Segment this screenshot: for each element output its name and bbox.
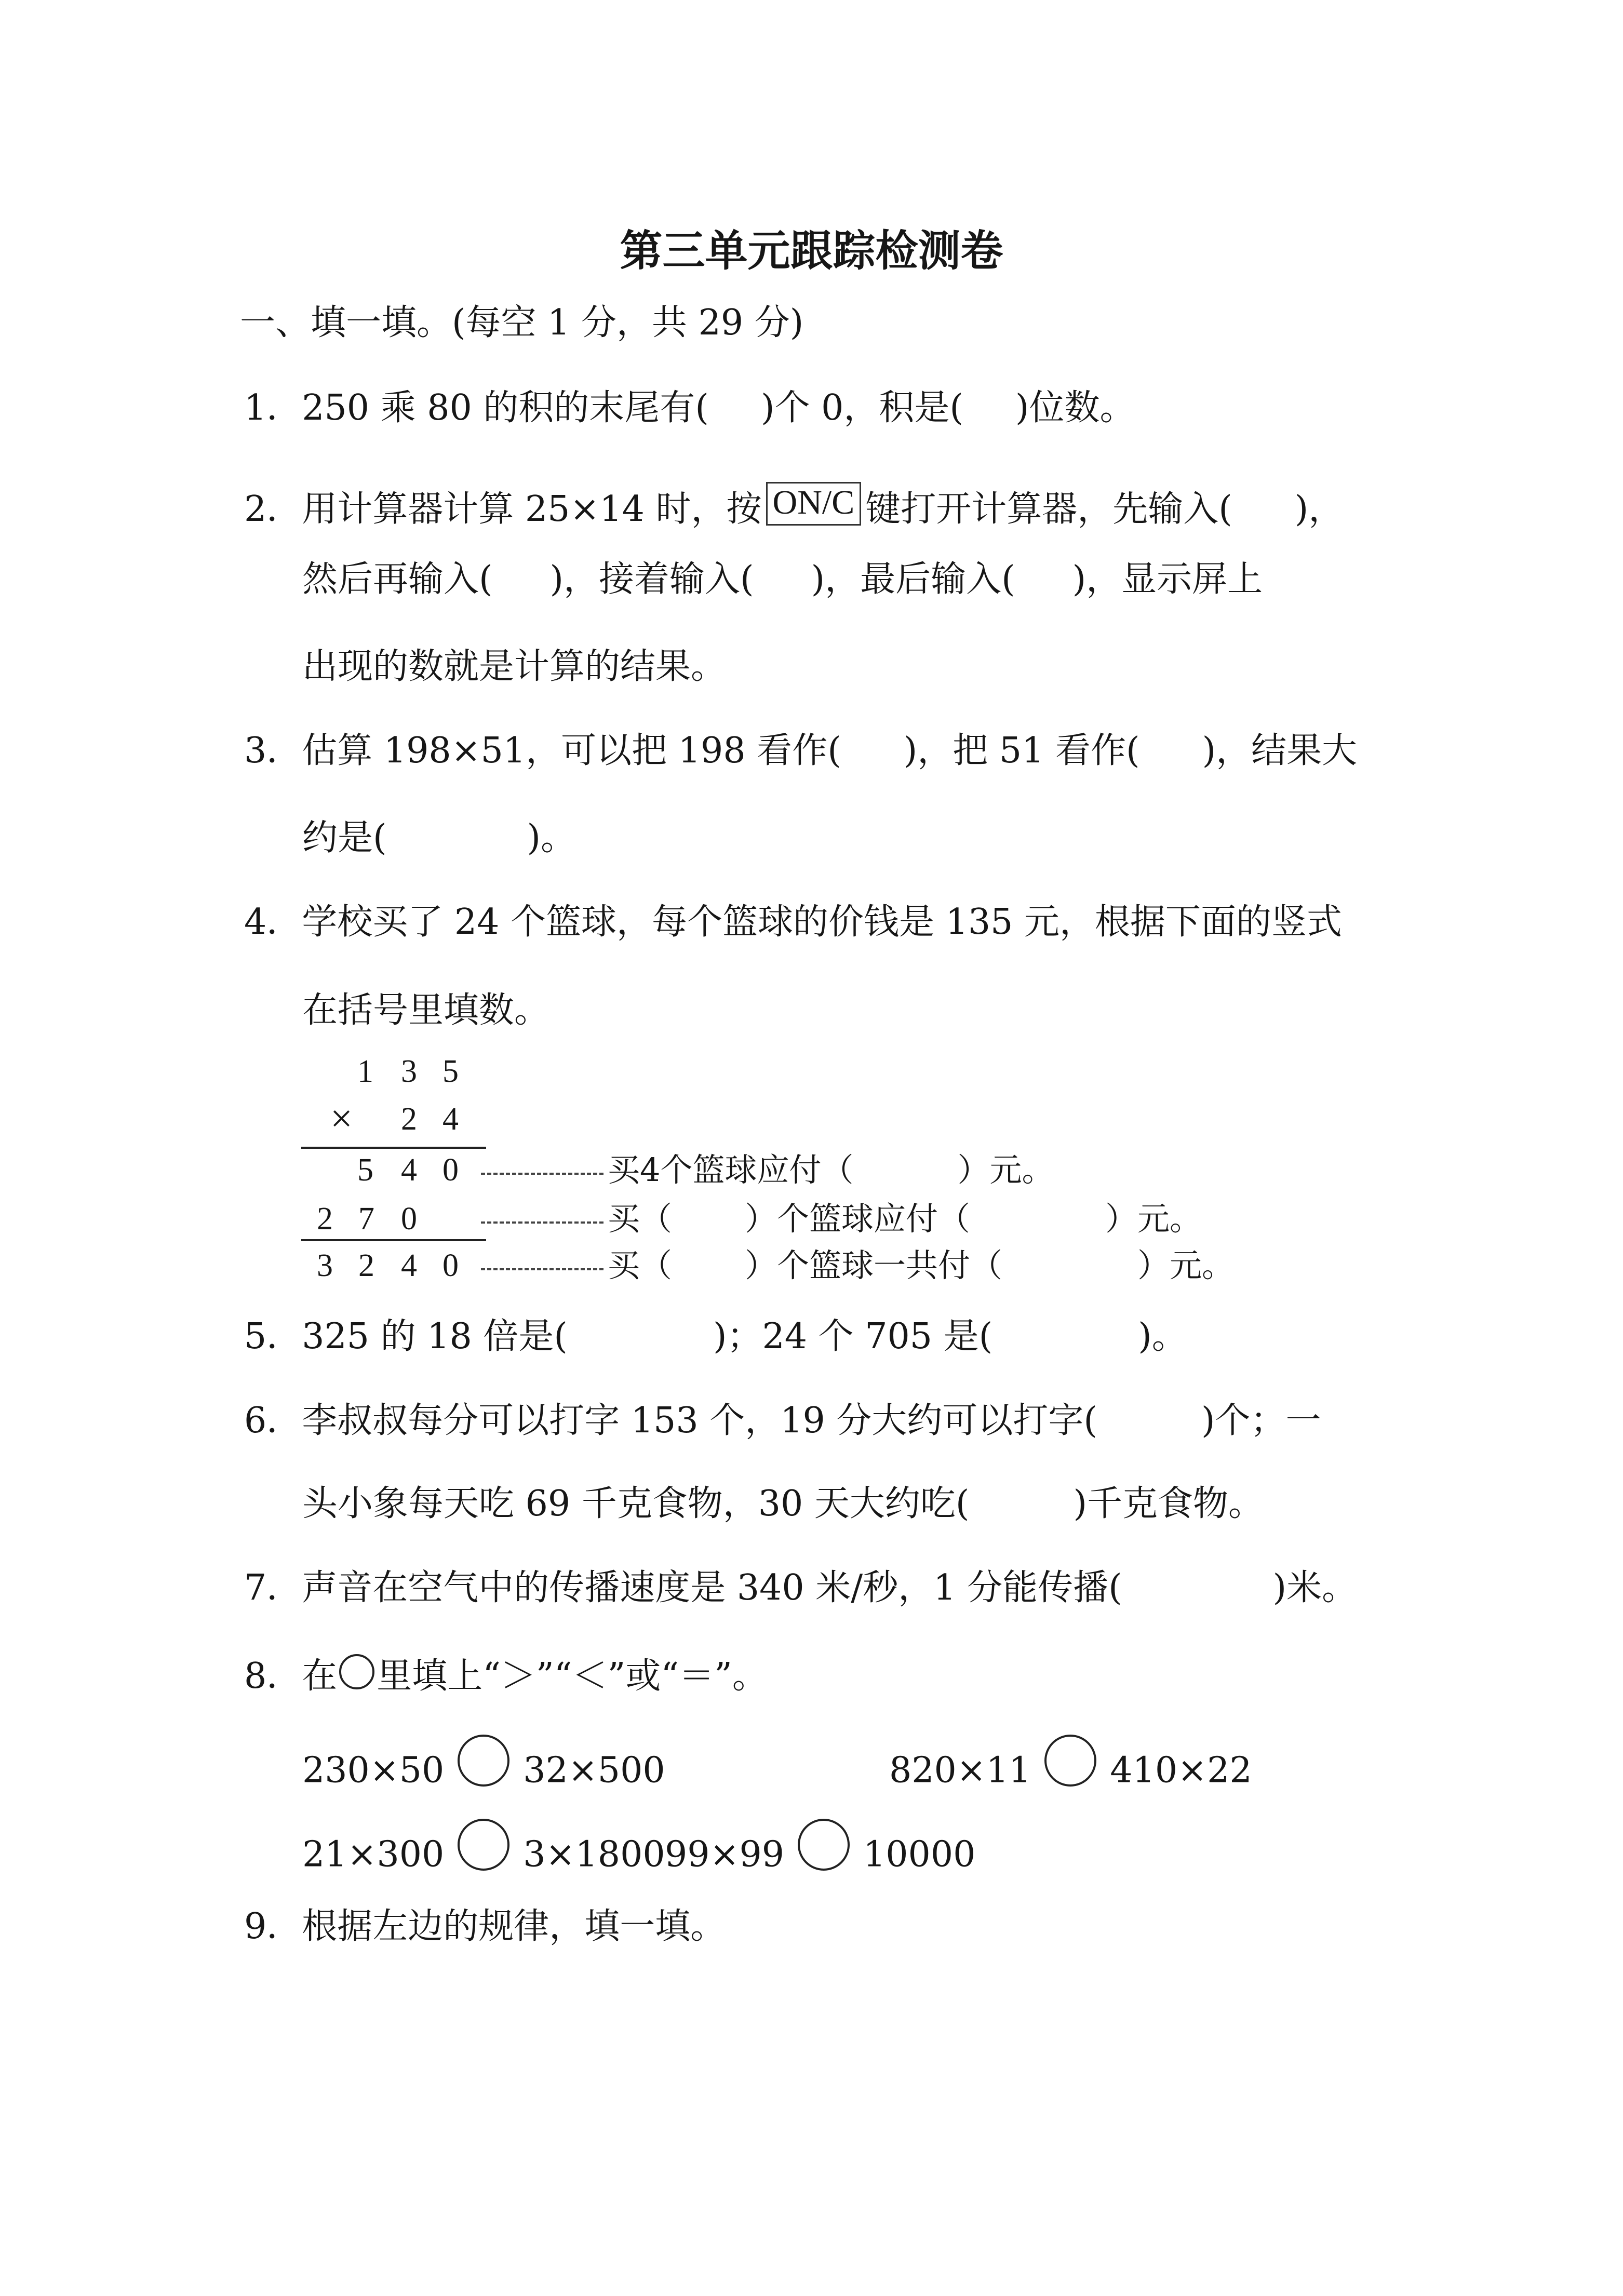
question-number: 2．: [244, 489, 302, 530]
digit: 1: [357, 1054, 373, 1089]
vertical-rule-2: [301, 1239, 486, 1241]
digit: 4: [442, 1102, 459, 1137]
compare-circle[interactable]: [458, 1819, 509, 1871]
on-c-key: ON/C: [766, 482, 862, 526]
question-text: 约是(: [302, 817, 387, 858]
digit: 3: [401, 1054, 417, 1089]
question-text: )，把 51 看作(: [903, 730, 1140, 771]
question-text: 里填上“＞”“＜”或“＝”。: [377, 1656, 768, 1697]
question-text: 根据左边的规律，填一填。: [302, 1906, 726, 1947]
question-text: 学校买了 24 个篮球，每个篮球的价钱是 135 元，根据下面的竖式: [302, 902, 1343, 943]
digit: 4: [401, 1248, 417, 1283]
question-text: )。: [527, 817, 576, 858]
question-text: 声音在空气中的传播速度是 340 米/秒，1 分能传播(: [302, 1567, 1122, 1608]
vertical-note-2: [608, 1200, 1202, 1238]
question-7: [244, 1567, 1358, 1608]
question-3-line-2: [302, 817, 576, 858]
question-text: 然后再输入(: [302, 559, 493, 600]
vertical-note-1: [608, 1151, 1054, 1189]
question-text: )。: [1138, 1316, 1187, 1357]
question-text: 估算 198×51，可以把 198 看作(: [302, 730, 841, 771]
question-2: [244, 484, 1344, 533]
question-4-line-2: 在括号里填数。: [302, 990, 550, 1031]
question-number: 3．: [244, 730, 302, 771]
expression: 21×300: [302, 1834, 445, 1875]
question-text: 325 的 18 倍是(: [302, 1316, 568, 1357]
question-text: )个 0，积是(: [760, 387, 963, 428]
digit: 4: [401, 1152, 417, 1188]
expression: 99×99: [665, 1834, 785, 1875]
note-text: ）元。: [957, 1151, 1054, 1189]
question-text: 用计算器计算 25×14 时，按: [302, 489, 762, 530]
compare-circle[interactable]: [798, 1819, 850, 1871]
circle-icon: [339, 1654, 374, 1689]
expression: 820×11: [889, 1750, 1031, 1791]
question-number: 5．: [244, 1316, 302, 1357]
vertical-note-3: [608, 1246, 1235, 1284]
leader-line: [481, 1268, 603, 1270]
question-text: )，: [1294, 489, 1344, 530]
question-text: )米。: [1272, 1567, 1358, 1608]
question-1: [244, 387, 1135, 428]
question-number: 8．: [244, 1656, 302, 1697]
question-text: )位数。: [1015, 387, 1135, 428]
leader-line: [481, 1221, 603, 1224]
expression: 32×500: [523, 1750, 665, 1791]
question-text: )个；一: [1201, 1400, 1321, 1441]
note-text: ）个篮球应付（: [745, 1200, 971, 1238]
digit: 7: [358, 1201, 374, 1237]
vertical-rule-1: [301, 1147, 486, 1149]
digit: 0: [442, 1152, 459, 1188]
note-text: ）元。: [1137, 1246, 1235, 1284]
compare-item-3: [302, 1831, 665, 1883]
question-number: 7．: [244, 1567, 302, 1608]
question-text: )，显示屏上: [1072, 559, 1263, 600]
question-number: 4．: [244, 902, 302, 943]
expression: 410×22: [1110, 1750, 1252, 1791]
note-text: ）元。: [1105, 1200, 1202, 1238]
expression: 3×1800: [523, 1834, 665, 1875]
note-text: ）个篮球一共付（: [745, 1246, 1003, 1284]
digit: 3: [317, 1248, 333, 1283]
leader-line: [481, 1173, 603, 1175]
digit: 5: [357, 1152, 373, 1188]
question-text: 李叔叔每分可以打字 153 个，19 分大约可以打字(: [302, 1400, 1097, 1441]
question-3: [244, 730, 1358, 771]
digit: 0: [401, 1201, 417, 1237]
question-text: )；24 个 705 是(: [713, 1316, 993, 1357]
question-text: )，结果大: [1202, 730, 1358, 771]
digit: 2: [401, 1102, 417, 1137]
compare-item-2: [889, 1747, 1252, 1799]
question-text: )，接着输入(: [549, 559, 754, 600]
compare-circle[interactable]: [458, 1735, 509, 1787]
question-5: [244, 1316, 1187, 1357]
compare-item-4: [665, 1831, 975, 1883]
question-text: 250 乘 80 的积的末尾有(: [302, 387, 709, 428]
question-number: 1．: [244, 387, 302, 428]
expression: 230×50: [302, 1750, 445, 1791]
expression: 10000: [863, 1834, 976, 1875]
note-text: 买4个篮球应付（: [608, 1151, 854, 1189]
question-text: )千克食物。: [1073, 1483, 1264, 1524]
question-text: 在: [302, 1656, 338, 1697]
question-4: [244, 902, 1343, 943]
question-text: 头小象每天吃 69 千克食物，30 天大约吃(: [302, 1483, 970, 1524]
note-text: 买（: [608, 1246, 673, 1284]
question-2-line-3: 出现的数就是计算的结果。: [302, 646, 727, 687]
question-6-line-2: [302, 1483, 1264, 1524]
question-number: 6．: [244, 1400, 302, 1441]
compare-item-1: [302, 1747, 665, 1799]
question-text: 键打开计算器，先输入(: [865, 489, 1232, 530]
section-heading: 一、填一填。(每空 1 分，共 29 分): [240, 302, 804, 343]
page-title: 第三单元跟踪检测卷: [620, 226, 1003, 276]
digit: 0: [442, 1248, 459, 1283]
question-8: [244, 1656, 768, 1697]
note-text: 买（: [608, 1200, 673, 1238]
digit: 2: [317, 1201, 333, 1237]
question-2-line-2: [302, 559, 1263, 600]
question-6: [244, 1400, 1321, 1441]
compare-circle[interactable]: [1044, 1735, 1096, 1787]
question-number: 9．: [244, 1906, 302, 1947]
multiply-sign: ×: [330, 1097, 353, 1140]
digit: 5: [442, 1054, 459, 1089]
digit: 2: [358, 1248, 374, 1283]
question-text: )，最后输入(: [811, 559, 1015, 600]
question-9: [244, 1906, 726, 1947]
